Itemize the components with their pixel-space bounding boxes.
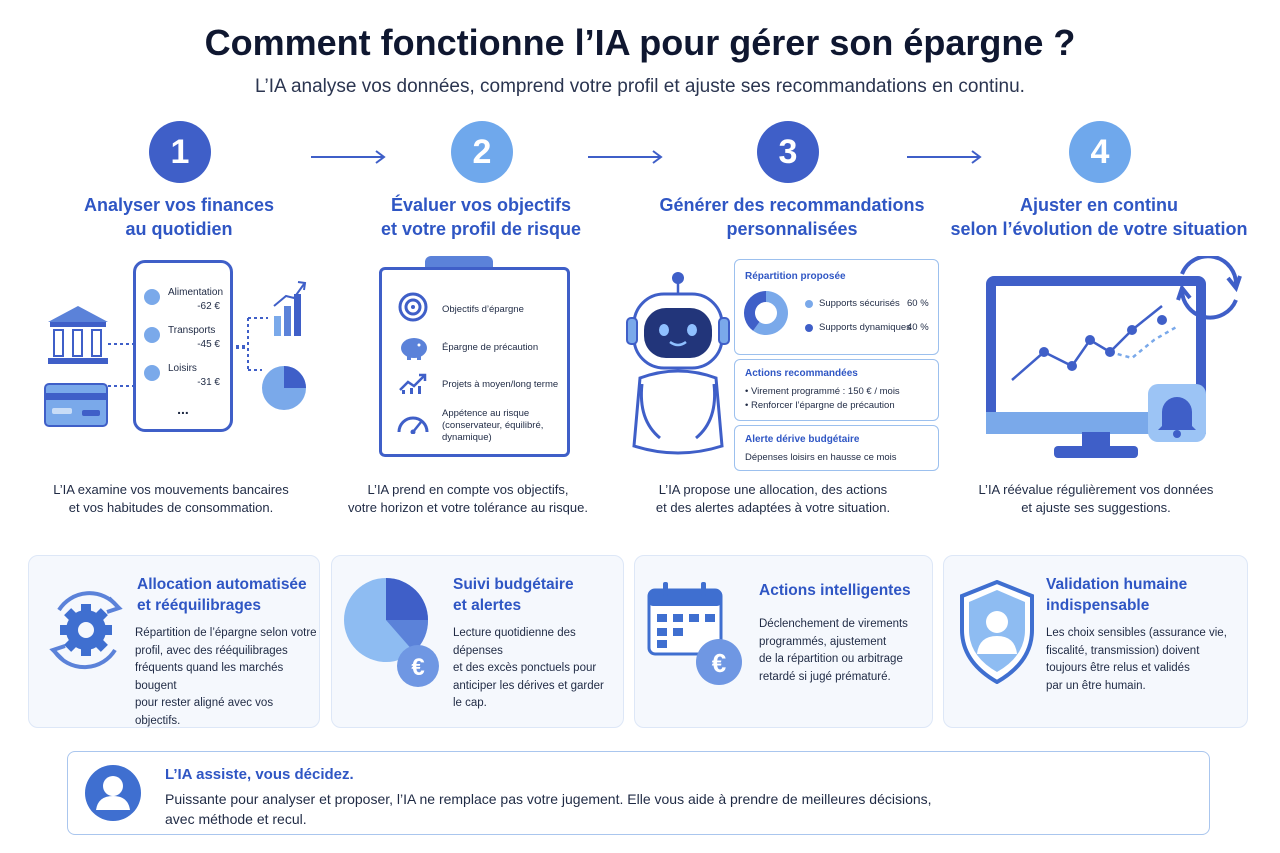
- card-text: Répartition de l’épargne selon votre profil, avec des rééquilibrages fréquents quand les marchés bougent pour rester aligné avec vos objectifs.: [135, 627, 317, 727]
- growth-chart-icon: [398, 372, 428, 394]
- rebalance-gear-icon: [39, 580, 133, 676]
- action-item: • Virement programmé : 150 € / mois: [745, 386, 900, 397]
- legend-value: 60 %: [907, 298, 929, 309]
- card-title: Allocation automatisée et rééquilibrages: [137, 576, 307, 614]
- step-4-description: L’IA réévalue régulièrement vos données et ajuste ses suggestions.: [978, 482, 1214, 515]
- clipboard-checklist: [379, 267, 570, 457]
- analysis-charts-icon: [236, 278, 312, 414]
- credit-card-icon: [44, 383, 108, 427]
- user-avatar-icon: [84, 764, 142, 822]
- card-text: Les choix sensibles (assurance vie, fiscalité, transmission) doivent toujours être relus et validés par un être humain.: [1046, 627, 1227, 692]
- alert-panel: [734, 425, 939, 471]
- action-item: • Renforcer l’épargne de précaution: [745, 400, 895, 411]
- more-indicator: ...: [177, 401, 189, 417]
- pie-euro-icon: [342, 574, 454, 692]
- legend-label: Supports sécurisés: [819, 298, 900, 309]
- checklist-item: Projets à moyen/long terme: [442, 379, 559, 390]
- connector-icon: [108, 340, 134, 390]
- step-1-title: Analyser vos finances au quotidien: [83, 195, 275, 239]
- step-3-number: 3: [757, 121, 819, 183]
- checklist-item: Objectifs d’épargne: [442, 304, 524, 315]
- euro-symbol: €: [711, 648, 727, 678]
- arrow-right-icon: [588, 150, 664, 164]
- footer-title: L’IA assiste, vous décidez.: [165, 766, 354, 783]
- legend-dot-secure: [805, 300, 813, 308]
- arrow-right-icon: [311, 150, 387, 164]
- step-3-description: L’IA propose une allocation, des actions et des alertes adaptées à votre situation.: [655, 482, 891, 515]
- euro-symbol: €: [411, 654, 425, 681]
- piggy-bank-icon: [398, 334, 430, 360]
- card-budget: [331, 555, 624, 728]
- calendar-euro-icon: [645, 582, 745, 692]
- step-4-number: 4: [1069, 121, 1131, 183]
- card-text: Lecture quotidienne des dépenses et des excès ponctuels pour anticiper les dérives et garder le cap.: [453, 627, 604, 709]
- allocation-donut-chart: [743, 290, 789, 336]
- transaction-label: Transports: [168, 325, 216, 336]
- checklist-item: Appétence au risque (conservateur, équilibré, dynamique): [442, 408, 544, 443]
- step-1-number: 1: [149, 121, 211, 183]
- step-2-title: Évaluer vos objectifs et votre profil de risque: [380, 195, 582, 239]
- alert-text: Dépenses loisirs en hausse ce mois: [745, 452, 897, 463]
- checklist-item: Épargne de précaution: [442, 342, 539, 353]
- card-title: Validation humaine indispensable: [1046, 576, 1188, 614]
- legend-label: Supports dynamiques: [819, 322, 911, 333]
- gauge-icon: [396, 410, 430, 434]
- arrow-right-icon: [907, 150, 983, 164]
- transaction-amount: -31 €: [197, 377, 220, 388]
- card-allocation: [28, 555, 320, 728]
- alert-title: Alerte dérive budgétaire: [745, 434, 860, 445]
- step-4-title: Ajuster en continu selon l’évolution de votre situation: [950, 195, 1248, 239]
- leisure-icon: [144, 365, 160, 381]
- card-text: Déclenchement de virements programmés, ajustement de la répartition ou arbitrage retardé si jugé prématuré.: [759, 618, 908, 683]
- footer-text: Puissante pour analyser et proposer, l’IA ne remplace pas votre jugement. Elle vous aide à prendre de meilleures décisions, avec méthode et recul.: [165, 791, 932, 827]
- phone-transactions: [133, 260, 233, 432]
- step-3-title: Générer des recommandations personnalisées: [659, 195, 925, 239]
- shield-user-icon: [958, 580, 1036, 684]
- allocation-title: Répartition proposée: [745, 271, 846, 282]
- transaction-label: Alimentation: [168, 287, 224, 298]
- footer-banner: [67, 751, 1210, 835]
- monitor-chart-icon: [982, 256, 1244, 462]
- actions-panel: [734, 359, 939, 421]
- target-icon: [398, 292, 428, 322]
- card-title: Suivi budgétaire et alertes: [453, 576, 574, 614]
- page-subtitle: L’IA analyse vos données, comprend votre profil et ajuste ses recommandations en continu.: [255, 76, 1025, 97]
- legend-dot-dynamic: [805, 324, 813, 332]
- step-2-number: 2: [451, 121, 513, 183]
- allocation-panel: [734, 259, 939, 355]
- card-title: Actions intelligentes: [759, 582, 911, 599]
- actions-title: Actions recommandées: [745, 368, 858, 379]
- food-icon: [144, 289, 160, 305]
- transaction-amount: -62 €: [197, 301, 220, 312]
- card-human-validation: [943, 555, 1248, 728]
- transport-icon: [144, 327, 160, 343]
- transaction-amount: -45 €: [197, 339, 220, 350]
- page-title: Comment fonctionne l’IA pour gérer son épargne ?: [204, 22, 1076, 63]
- legend-value: 40 %: [907, 322, 929, 333]
- step-1-description: L’IA examine vos mouvements bancaires et vos habitudes de consommation.: [53, 482, 289, 515]
- bank-icon: [46, 304, 110, 366]
- robot-icon: [626, 270, 730, 458]
- card-actions: [634, 555, 933, 728]
- step-2-description: L’IA prend en compte vos objectifs, votre horizon et votre tolérance au risque.: [348, 482, 588, 515]
- transaction-label: Loisirs: [168, 363, 197, 374]
